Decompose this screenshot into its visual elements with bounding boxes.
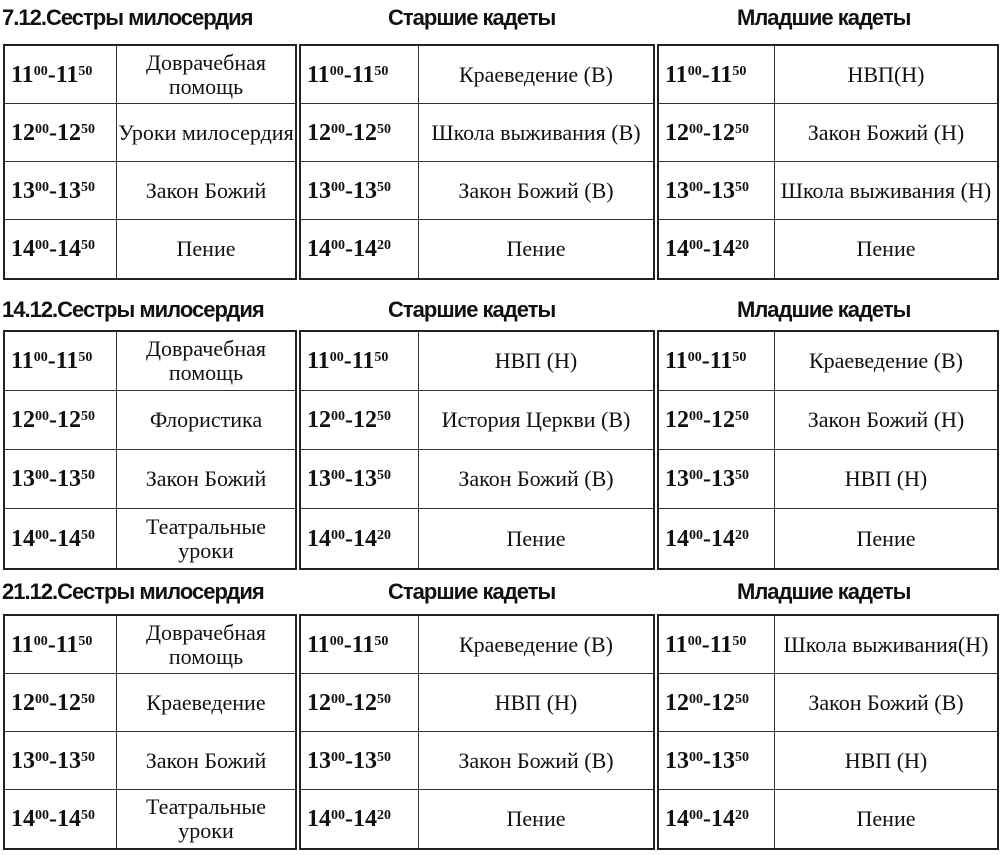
day-block	[0, 292, 1000, 574]
subject-cell: Школа выживания(Н)	[775, 616, 997, 674]
time-slot: 13 $^{00}$ - 13 $^{50}$	[5, 450, 117, 509]
subject-cell: Школа выживания (В)	[419, 104, 653, 162]
schedule-table	[3, 44, 297, 280]
subject-cell: Закон Божий (В)	[775, 674, 997, 732]
schedule-table	[3, 330, 297, 570]
time-slot: 13 $^{00}$ - 13 $^{50}$	[659, 162, 775, 220]
group-header: Старшие кадеты	[388, 297, 556, 322]
time-slot: 12 $^{00}$ - 12 $^{50}$	[5, 104, 117, 162]
subject-cell: Закон Божий (В)	[419, 732, 653, 790]
group-header: Старшие кадеты	[388, 579, 556, 604]
time-slot: 12 $^{00}$ - 12 $^{50}$	[5, 674, 117, 732]
time-slot: 11 $^{00}$ - 11 $^{50}$	[659, 616, 775, 674]
time-slot: 11 $^{00}$ - 11 $^{50}$	[659, 332, 775, 391]
subject-cell: Театральные уроки	[145, 794, 266, 843]
schedule-table	[299, 44, 655, 280]
subject-cell: Пение	[506, 236, 566, 261]
subject-cell: Пение	[506, 806, 566, 831]
subject-cell: НВП(Н)	[775, 46, 997, 104]
schedule-table	[299, 330, 655, 570]
subject-cell: НВП (Н)	[775, 450, 997, 509]
subject-cell: Закон Божий (В)	[419, 162, 653, 220]
subject-cell: Краеведение (В)	[419, 46, 653, 104]
subject-cell: Краеведение (В)	[419, 616, 653, 674]
date-header: 7.12.Сестры милосердия	[2, 5, 253, 30]
subject-cell: НВП (Н)	[419, 674, 653, 732]
time-slot: 14 $^{00}$ - 14 $^{20}$	[659, 509, 775, 568]
time-slot: 12 $^{00}$ - 12 $^{50}$	[659, 104, 775, 162]
schedule-table	[657, 44, 999, 280]
group-header: Старшие кадеты	[388, 5, 556, 30]
subject-cell: Пение	[856, 806, 916, 831]
group-header: Младшие кадеты	[737, 579, 911, 604]
schedule-table	[657, 614, 999, 850]
subject-cell: Краеведение (В)	[775, 332, 997, 391]
subject-cell: Закон Божий	[117, 732, 295, 790]
time-slot: 11 $^{00}$ - 11 $^{50}$	[5, 332, 117, 391]
time-slot: 12 $^{00}$ - 12 $^{50}$	[5, 391, 117, 450]
subject-cell: Закон Божий	[117, 450, 295, 509]
subject-cell: Пение	[176, 236, 236, 261]
time-slot: 11 $^{00}$ - 11 $^{50}$	[301, 332, 419, 391]
schedule-table	[3, 614, 297, 850]
subject-cell: Доврачебная помощь	[117, 616, 295, 674]
time-slot: 12 $^{00}$ - 12 $^{50}$	[659, 674, 775, 732]
subject-cell: НВП (Н)	[775, 732, 997, 790]
time-slot: 11 $^{00}$ - 11 $^{50}$	[659, 46, 775, 104]
time-slot: 14 $^{00}$ - 14 $^{20}$	[659, 790, 775, 848]
day-block	[0, 574, 1000, 854]
subject-cell: Закон Божий (Н)	[775, 104, 997, 162]
schedule-table	[299, 614, 655, 850]
time-slot: 14 $^{00}$ - 14 $^{50}$	[5, 220, 117, 278]
time-slot: 13 $^{00}$ - 13 $^{50}$	[301, 162, 419, 220]
date-header: 21.12.Сестры милосердия	[2, 579, 264, 604]
date-header: 14.12.Сестры милосердия	[2, 297, 264, 322]
time-slot: 13 $^{00}$ - 13 $^{50}$	[301, 732, 419, 790]
time-slot: 11 $^{00}$ - 11 $^{50}$	[301, 616, 419, 674]
subject-cell: Пение	[856, 236, 916, 261]
time-slot: 13 $^{00}$ - 13 $^{50}$	[5, 162, 117, 220]
time-slot: 14 $^{00}$ - 14 $^{50}$	[5, 790, 117, 848]
time-slot: 13 $^{00}$ - 13 $^{50}$	[301, 450, 419, 509]
subject-cell: Доврачебная помощь	[117, 46, 295, 104]
subject-cell: История Церкви (В)	[419, 391, 653, 450]
subject-cell: Закон Божий	[117, 162, 295, 220]
time-slot: 11 $^{00}$ - 11 $^{50}$	[5, 46, 117, 104]
time-slot: 13 $^{00}$ - 13 $^{50}$	[5, 732, 117, 790]
time-slot: 14 $^{00}$ - 14 $^{20}$	[659, 220, 775, 278]
time-slot: 14 $^{00}$ - 14 $^{20}$	[301, 790, 419, 848]
time-slot: 13 $^{00}$ - 13 $^{50}$	[659, 450, 775, 509]
time-slot: 13 $^{00}$ - 13 $^{50}$	[659, 732, 775, 790]
day-block	[0, 0, 1000, 284]
time-slot: 12 $^{00}$ - 12 $^{50}$	[301, 104, 419, 162]
subject-cell: Театральные уроки	[145, 513, 266, 563]
subject-cell: Закон Божий (Н)	[775, 391, 997, 450]
group-header: Младшие кадеты	[737, 297, 911, 322]
time-slot: 11 $^{00}$ - 11 $^{50}$	[301, 46, 419, 104]
time-slot: 12 $^{00}$ - 12 $^{50}$	[659, 391, 775, 450]
subject-cell: Школа выживания (Н)	[775, 162, 997, 220]
group-header: Младшие кадеты	[737, 5, 911, 30]
schedule-table	[657, 330, 999, 570]
time-slot: 12 $^{00}$ - 12 $^{50}$	[301, 674, 419, 732]
time-slot: 12 $^{00}$ - 12 $^{50}$	[301, 391, 419, 450]
subject-cell: Закон Божий (В)	[419, 450, 653, 509]
subject-cell: Краеведение	[117, 674, 295, 732]
subject-cell: Флористика	[117, 391, 295, 450]
time-slot: 14 $^{00}$ - 14 $^{50}$	[5, 509, 117, 568]
subject-cell: Уроки милосердия	[117, 104, 295, 162]
time-slot: 14 $^{00}$ - 14 $^{20}$	[301, 509, 419, 568]
subject-cell: НВП (Н)	[419, 332, 653, 391]
subject-cell: Пение	[856, 525, 916, 551]
time-slot: 11 $^{00}$ - 11 $^{50}$	[5, 616, 117, 674]
time-slot: 14 $^{00}$ - 14 $^{20}$	[301, 220, 419, 278]
subject-cell: Доврачебная помощь	[117, 332, 295, 391]
subject-cell: Пение	[506, 525, 566, 551]
